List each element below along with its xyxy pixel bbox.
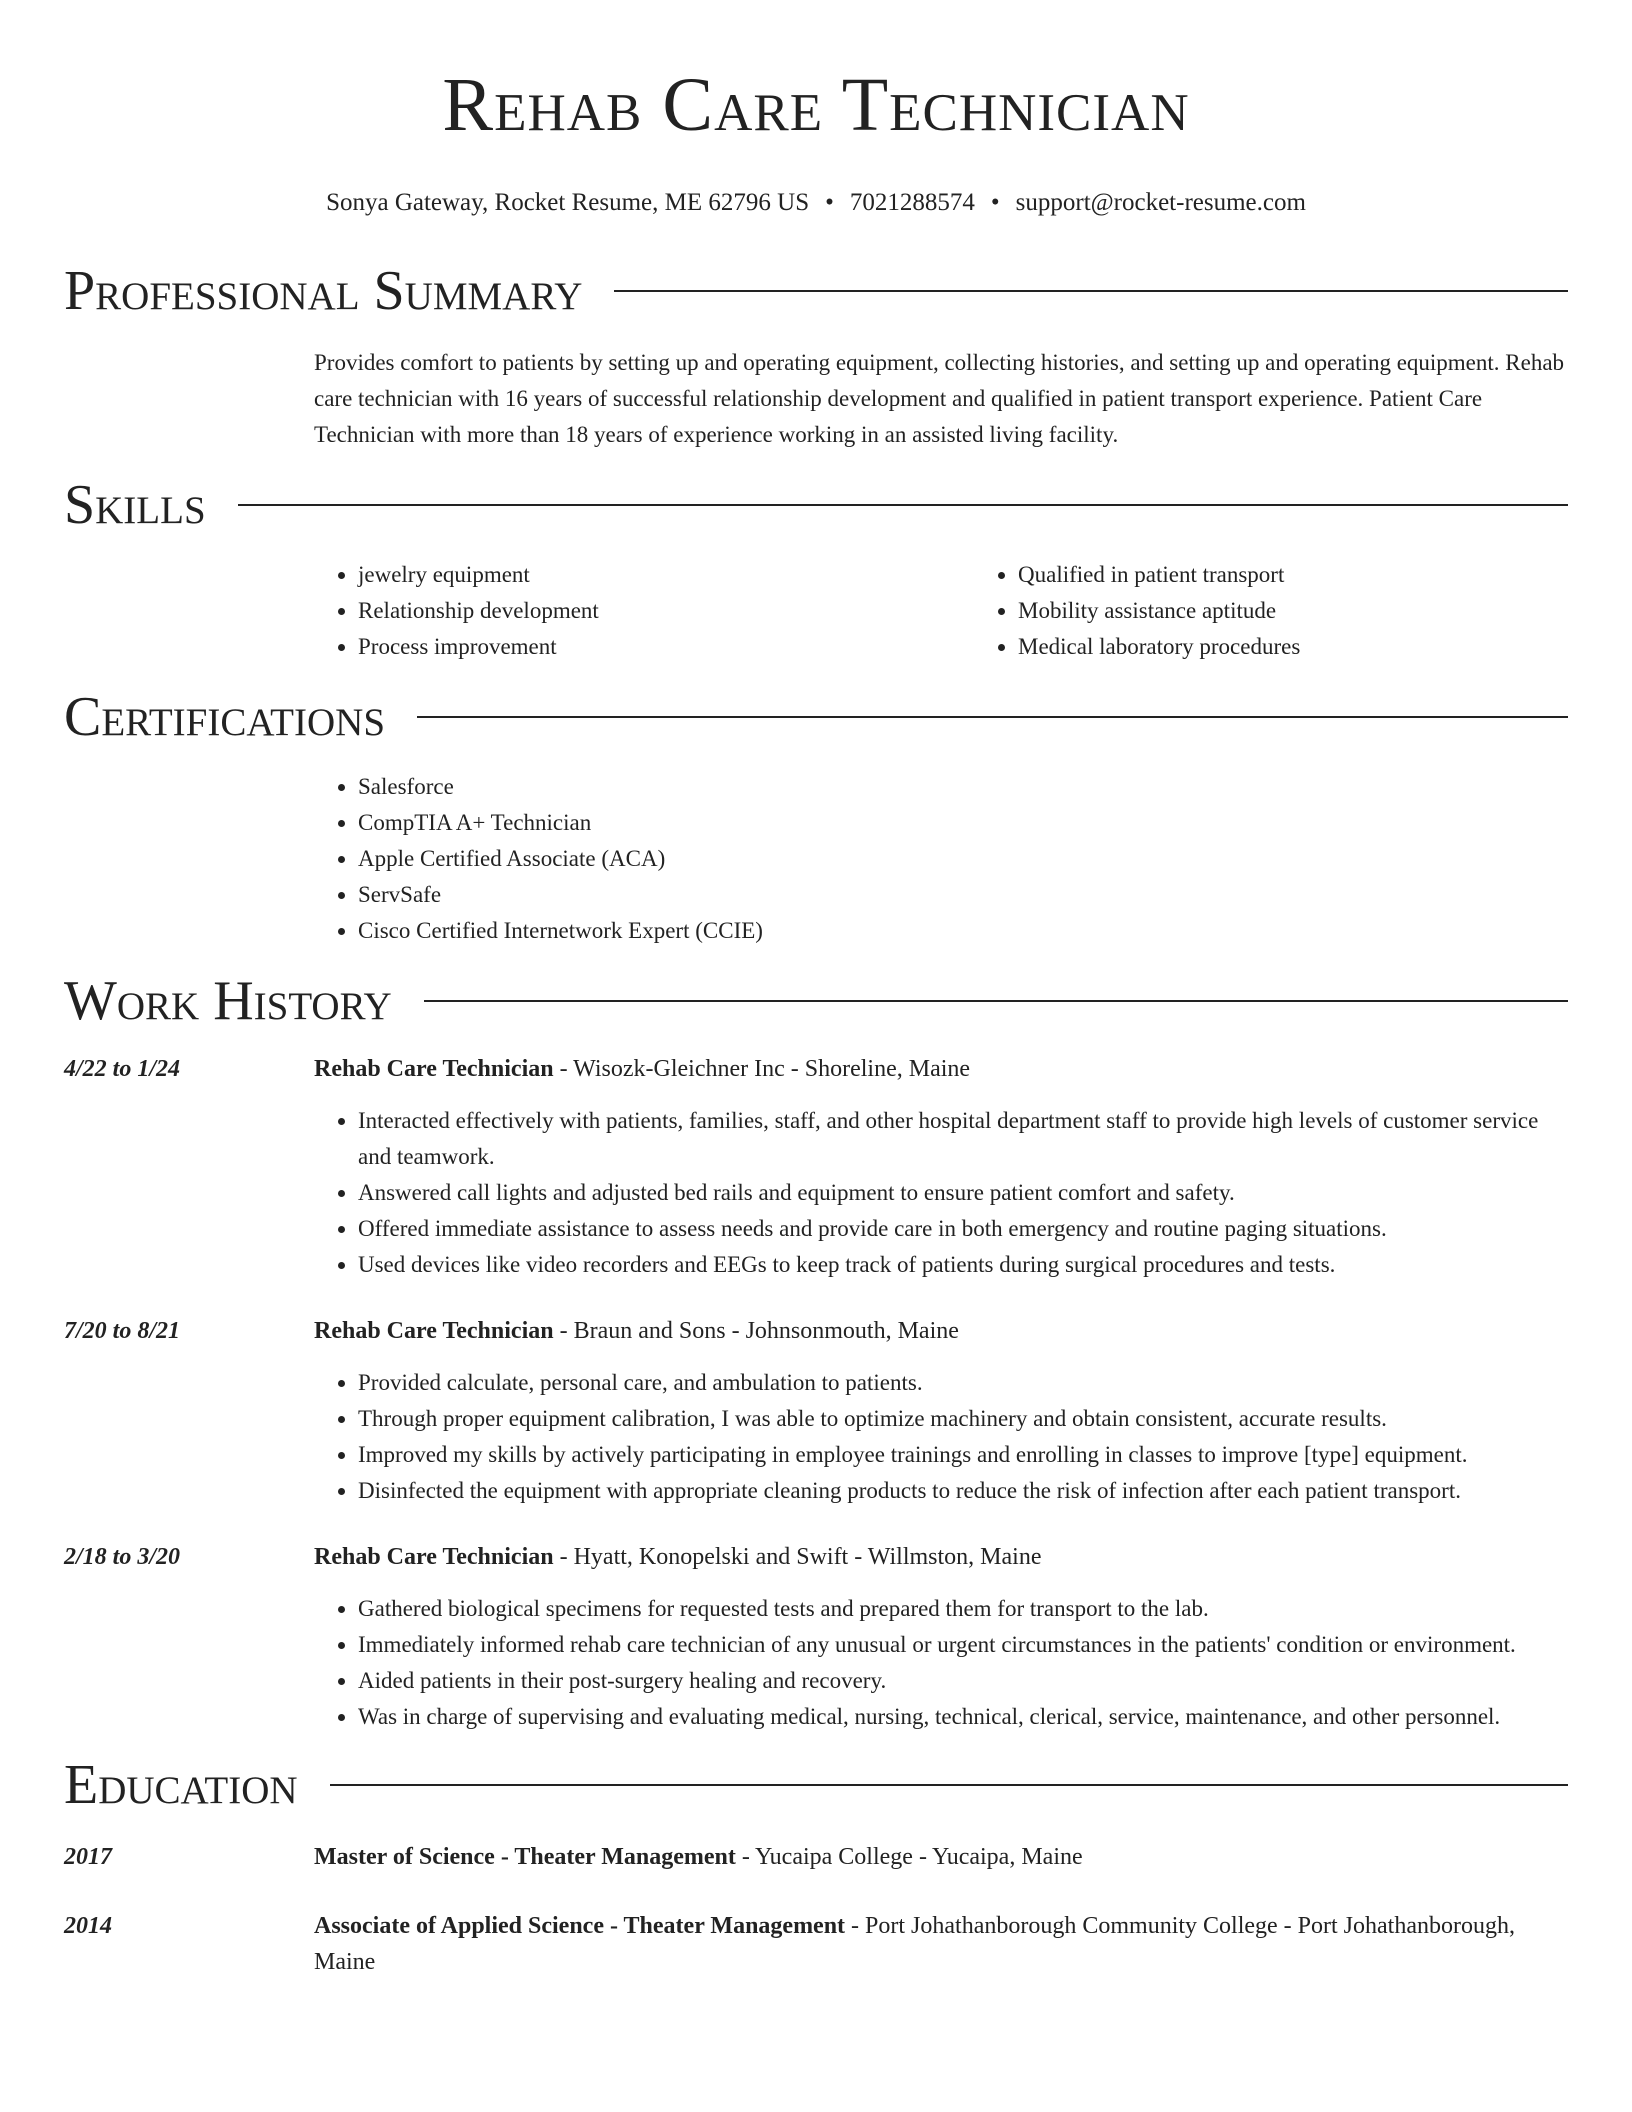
certification-item: • Salesforce <box>358 769 1568 805</box>
job-bullet: • Through proper equipment calibration, I was able to optimize machinery and obtain consistent, accurate results. <box>358 1401 1568 1437</box>
summary-text: Provides comfort to patients by setting up and operating equipment, collecting histories, and setting up and operating equipment. Rehab care technician with 16 years of successful relationship development and qualified in patient transport experience. Patient Care Technician with more than 18 years of experience working in an assisted living facility. <box>314 350 1565 447</box>
job-bullet: • Answered call lights and adjusted bed rails and equipment to ensure patient comfort and safety. <box>358 1175 1568 1211</box>
education-degree: Associate of Applied Science - Theater Management <box>314 1913 846 1939</box>
job-title-line <box>314 1051 1568 1087</box>
contact-address: Sonya Gateway, Rocket Resume, ME 62796 US <box>326 189 810 216</box>
job-entry <box>64 1539 1568 1735</box>
certifications-heading: Certifications <box>64 686 386 748</box>
job-bullet: • Improved my skills by actively participating in employee trainings and enrolling in classes to improve [type] equipment. <box>358 1437 1568 1473</box>
job-title-line <box>314 1313 1568 1349</box>
contact-phone: 7021288574 <box>849 189 975 216</box>
job-dates: 2/18 to 3/20 <box>64 1544 181 1570</box>
education-section-header <box>64 1747 1568 1823</box>
candidate-name: Rehab Care Technician <box>442 63 1190 147</box>
certification-item: • CompTIA A+ Technician <box>358 805 1568 841</box>
certifications-section-header <box>64 679 1568 755</box>
work-heading: Work History <box>64 970 392 1032</box>
job-bullet: • Immediately informed rehab care technician of any unusual or urgent circumstances in the patients' condition or environment. <box>358 1627 1568 1663</box>
contact-separator: • <box>990 189 1000 216</box>
job-bullet: • Gathered biological specimens for requested tests and prepared them for transport to the lab. <box>358 1591 1568 1627</box>
skill-item: • Process improvement <box>358 629 974 665</box>
certification-item: • ServSafe <box>358 877 1568 913</box>
job-employer: - Wisozk-Gleichner Inc - Shoreline, Maine <box>553 1056 971 1082</box>
job-title: Rehab Care Technician <box>314 1056 554 1082</box>
contact-separator: • <box>825 189 834 216</box>
summary-section-header <box>64 253 1568 329</box>
section-divider <box>424 1000 1568 1002</box>
skills-heading: Skills <box>64 474 206 536</box>
education-heading: Education <box>64 1754 298 1816</box>
skill-item: • Qualified in patient transport <box>1018 557 1632 593</box>
job-bullet: • Disinfected the equipment with appropriate cleaning products to reduce the risk of infection after each patient transport. <box>358 1473 1568 1509</box>
certifications-list <box>314 769 1568 949</box>
job-bullets <box>314 1365 1568 1509</box>
skill-item: • jewelry equipment <box>358 557 974 593</box>
education-entry <box>64 1908 1568 1980</box>
job-entry <box>64 1313 1568 1509</box>
contact-line <box>64 188 1568 218</box>
certification-item: • Cisco Certified Internetwork Expert (CCIE) <box>358 913 1568 949</box>
skills-column-left <box>314 557 974 665</box>
education-entry <box>64 1839 1568 1875</box>
summary-heading: Professional Summary <box>64 260 583 322</box>
education-school: - Port Johathanborough Community College - Port Johathanborough, Maine <box>314 1913 1515 1975</box>
job-title: Rehab Care Technician <box>314 1544 554 1570</box>
skills-list <box>314 557 1568 665</box>
job-bullet: • Provided calculate, personal care, and ambulation to patients. <box>358 1365 1568 1401</box>
job-bullet: • Offered immediate assistance to assess needs and provide care in both emergency and routine paging situations. <box>358 1211 1568 1247</box>
section-divider <box>330 1784 1568 1786</box>
work-section-header <box>64 963 1568 1039</box>
job-bullets <box>314 1103 1568 1283</box>
skill-item: • Mobility assistance aptitude <box>1018 593 1632 629</box>
job-entry <box>64 1051 1568 1283</box>
certification-item: • Apple Certified Associate (ACA) <box>358 841 1568 877</box>
contact-email: support@rocket-resume.com <box>1015 189 1306 216</box>
job-bullet: • Was in charge of supervising and evaluating medical, nursing, technical, clerical, service, maintenance, and other personnel. <box>358 1699 1568 1735</box>
job-title-line <box>314 1539 1568 1575</box>
education-school: - Yucaipa College - Yucaipa, Maine <box>735 1844 1083 1870</box>
section-divider <box>238 504 1568 506</box>
education-details <box>314 1908 1568 1980</box>
job-dates: 4/22 to 1/24 <box>64 1056 181 1082</box>
job-title: Rehab Care Technician <box>314 1318 554 1344</box>
skill-item: • Medical laboratory procedures <box>1018 629 1632 665</box>
education-year: 2014 <box>64 1913 112 1939</box>
skills-section-header <box>64 467 1568 543</box>
education-degree: Master of Science - Theater Management <box>314 1844 736 1870</box>
skills-column-right <box>974 557 1632 665</box>
skill-item: • Relationship development <box>358 593 974 629</box>
job-bullet: • Used devices like video recorders and EEGs to keep track of patients during surgical procedures and tests. <box>358 1247 1568 1283</box>
education-year: 2017 <box>64 1844 112 1870</box>
job-bullet: • Aided patients in their post-surgery healing and recovery. <box>358 1663 1568 1699</box>
job-dates: 7/20 to 8/21 <box>64 1318 181 1344</box>
job-employer: - Hyatt, Konopelski and Swift - Willmston, Maine <box>553 1544 1042 1570</box>
section-divider <box>417 716 1568 718</box>
section-divider <box>614 290 1568 292</box>
job-bullets <box>314 1591 1568 1735</box>
education-details <box>314 1839 1568 1875</box>
job-bullet: • Interacted effectively with patients, families, staff, and other hospital department staff to provide high levels of customer service and teamwork. <box>358 1103 1568 1175</box>
job-employer: - Braun and Sons - Johnsonmouth, Maine <box>553 1318 959 1344</box>
